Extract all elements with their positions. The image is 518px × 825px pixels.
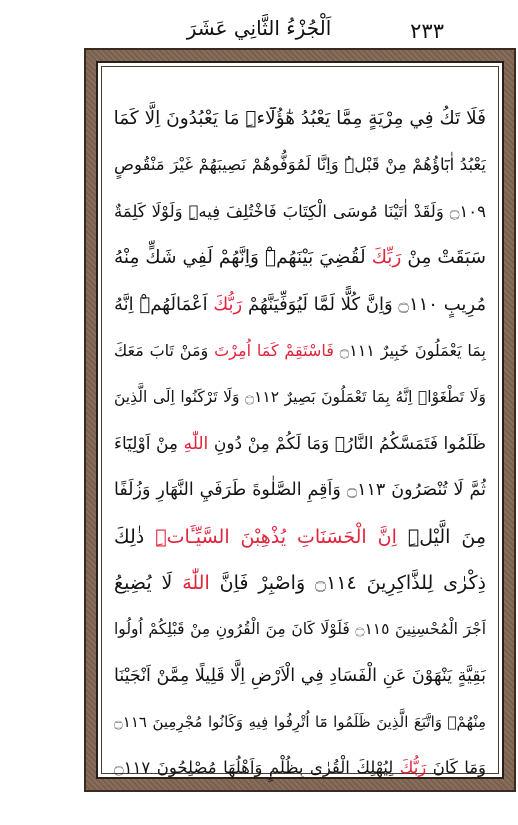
highlighted-phrase: اللّٰهَ [182,571,210,594]
juz-title: اَلْجُزْءُ الثَّانِي عَشَرَ [186,16,332,40]
highlighted-phrase: اللّٰهِ [183,433,209,454]
text-line: سَبَقَتْ مِنْ رَبِّكَ لَقُضِيَ بَيْنَهُمْۜ وَاِنَّهُمْ لَفِي شَكٍّ مِنْهُ [114,247,486,269]
highlighted-phrase: رَبِّكَ [371,247,402,269]
text-line: ذِكْرٰى لِلذَّاكِرِينَ ۝١١٤ وَاصْبِرْ فَاِنَّ اللّٰهَ لَا يُضِيعُ [114,571,486,594]
text-line: وَمَا كَانَ رَبُّكَ لِيُهْلِكَ الْقُرٰى بِظُلْمٍ وَاَهْلُهَا مُصْلِحُونَ ۝١١٧ [114,758,486,778]
quran-text-block [114,96,486,792]
text-line: بَقِيَّةٍ يَنْهَوْنَ عَنِ الْفَسَادِ فِي الْاَرْضِ اِلَّا قَلِيلًا مِمَّنْ اَنْجَيْنَا [114,665,486,686]
text-line: مُرِيبٍ ۝١١٠ وَاِنَّ كُلًّا لَمَّا لَيُوَفِّيَنَّهُمْ رَبُّكَ اَعْمَالَهُمْۜ اِنَّهُ [114,293,486,315]
text-line: ظَلَمُوا فَتَمَسَّكُمُ النَّارُۙ وَمَا لَكُمْ مِنْ دُونِ اللّٰهِ مِنْ اَوْلِيَٓاءَ [114,433,486,454]
highlighted-phrase: رَبُّكَ [399,758,427,778]
text-line: يَعْبُدُ اٰبَٓاؤُهُمْ مِنْ قَبْلُۜ وَاِنَّا لَمُوَفُّوهُمْ نَصِيبَهُمْ غَيْرَ مَنْقُوصٍ [114,155,486,175]
text-line: فَلَا تَكُ فِي مِرْيَةٍ مِمَّا يَعْبُدُ هٰٓؤُلَٓاءِۜ مَا يَعْبُدُونَ اِلَّا كَمَا [114,108,486,129]
text-line: اَجْرَ الْمُحْسِنِينَ ۝١١٥ فَلَوْلَا كَانَ مِنَ الْقُرُونِ مِنْ قَبْلِكُمْ اُولُوا [114,620,486,639]
page-header [0,0,518,50]
page-number: ٢٣٣ [410,19,444,43]
text-line: بِمَا يَعْمَلُونَ خَبِيرٌ ۝١١١ فَاسْتَقِمْ كَمَا اُمِرْتَ وَمَنْ تَابَ مَعَكَ [114,340,486,360]
text-line: مِنْهُمْۚ وَاتَّبَعَ الَّذِينَ ظَلَمُوا مَٓا اُتْرِفُوا فِيهِ وَكَانُوا مُجْرِمِينَ ۝١١٦ [114,713,486,732]
text-line: مِنَ الَّيْلِۜ اِنَّ الْحَسَنَاتِ يُذْهِبْنَ السَّيِّـَٔاتِۜ ذٰلِكَ [114,525,486,548]
text-line: ثُمَّ لَا تُنْصَرُونَ ۝١١٣ وَاَقِمِ الصَّلٰوةَ طَرَفَيِ النَّهَارِ وَزُلَفًا [114,480,486,501]
highlighted-phrase: اِنَّ الْحَسَنَاتِ يُذْهِبْنَ السَّيِّـَٔاتِۜ [155,525,397,548]
highlighted-phrase: فَاسْتَقِمْ كَمَا اُمِرْتَ [214,340,334,360]
highlighted-phrase: رَبُّكَ [213,293,243,315]
text-line: وَلَا تَطْغَوْاۜ اِنَّهُ بِمَا تَعْمَلُونَ بَصِيرٌ ۝١١٢ وَلَا تَرْكَنُوا اِلَى الَّذِينَ [114,388,486,407]
text-line: ۝١٠٩ وَلَقَدْ اٰتَيْنَا مُوسَى الْكِتَابَ فَاخْتُلِفَ فِيهِۜ وَلَوْلَا كَلِمَةٌ [114,201,486,221]
